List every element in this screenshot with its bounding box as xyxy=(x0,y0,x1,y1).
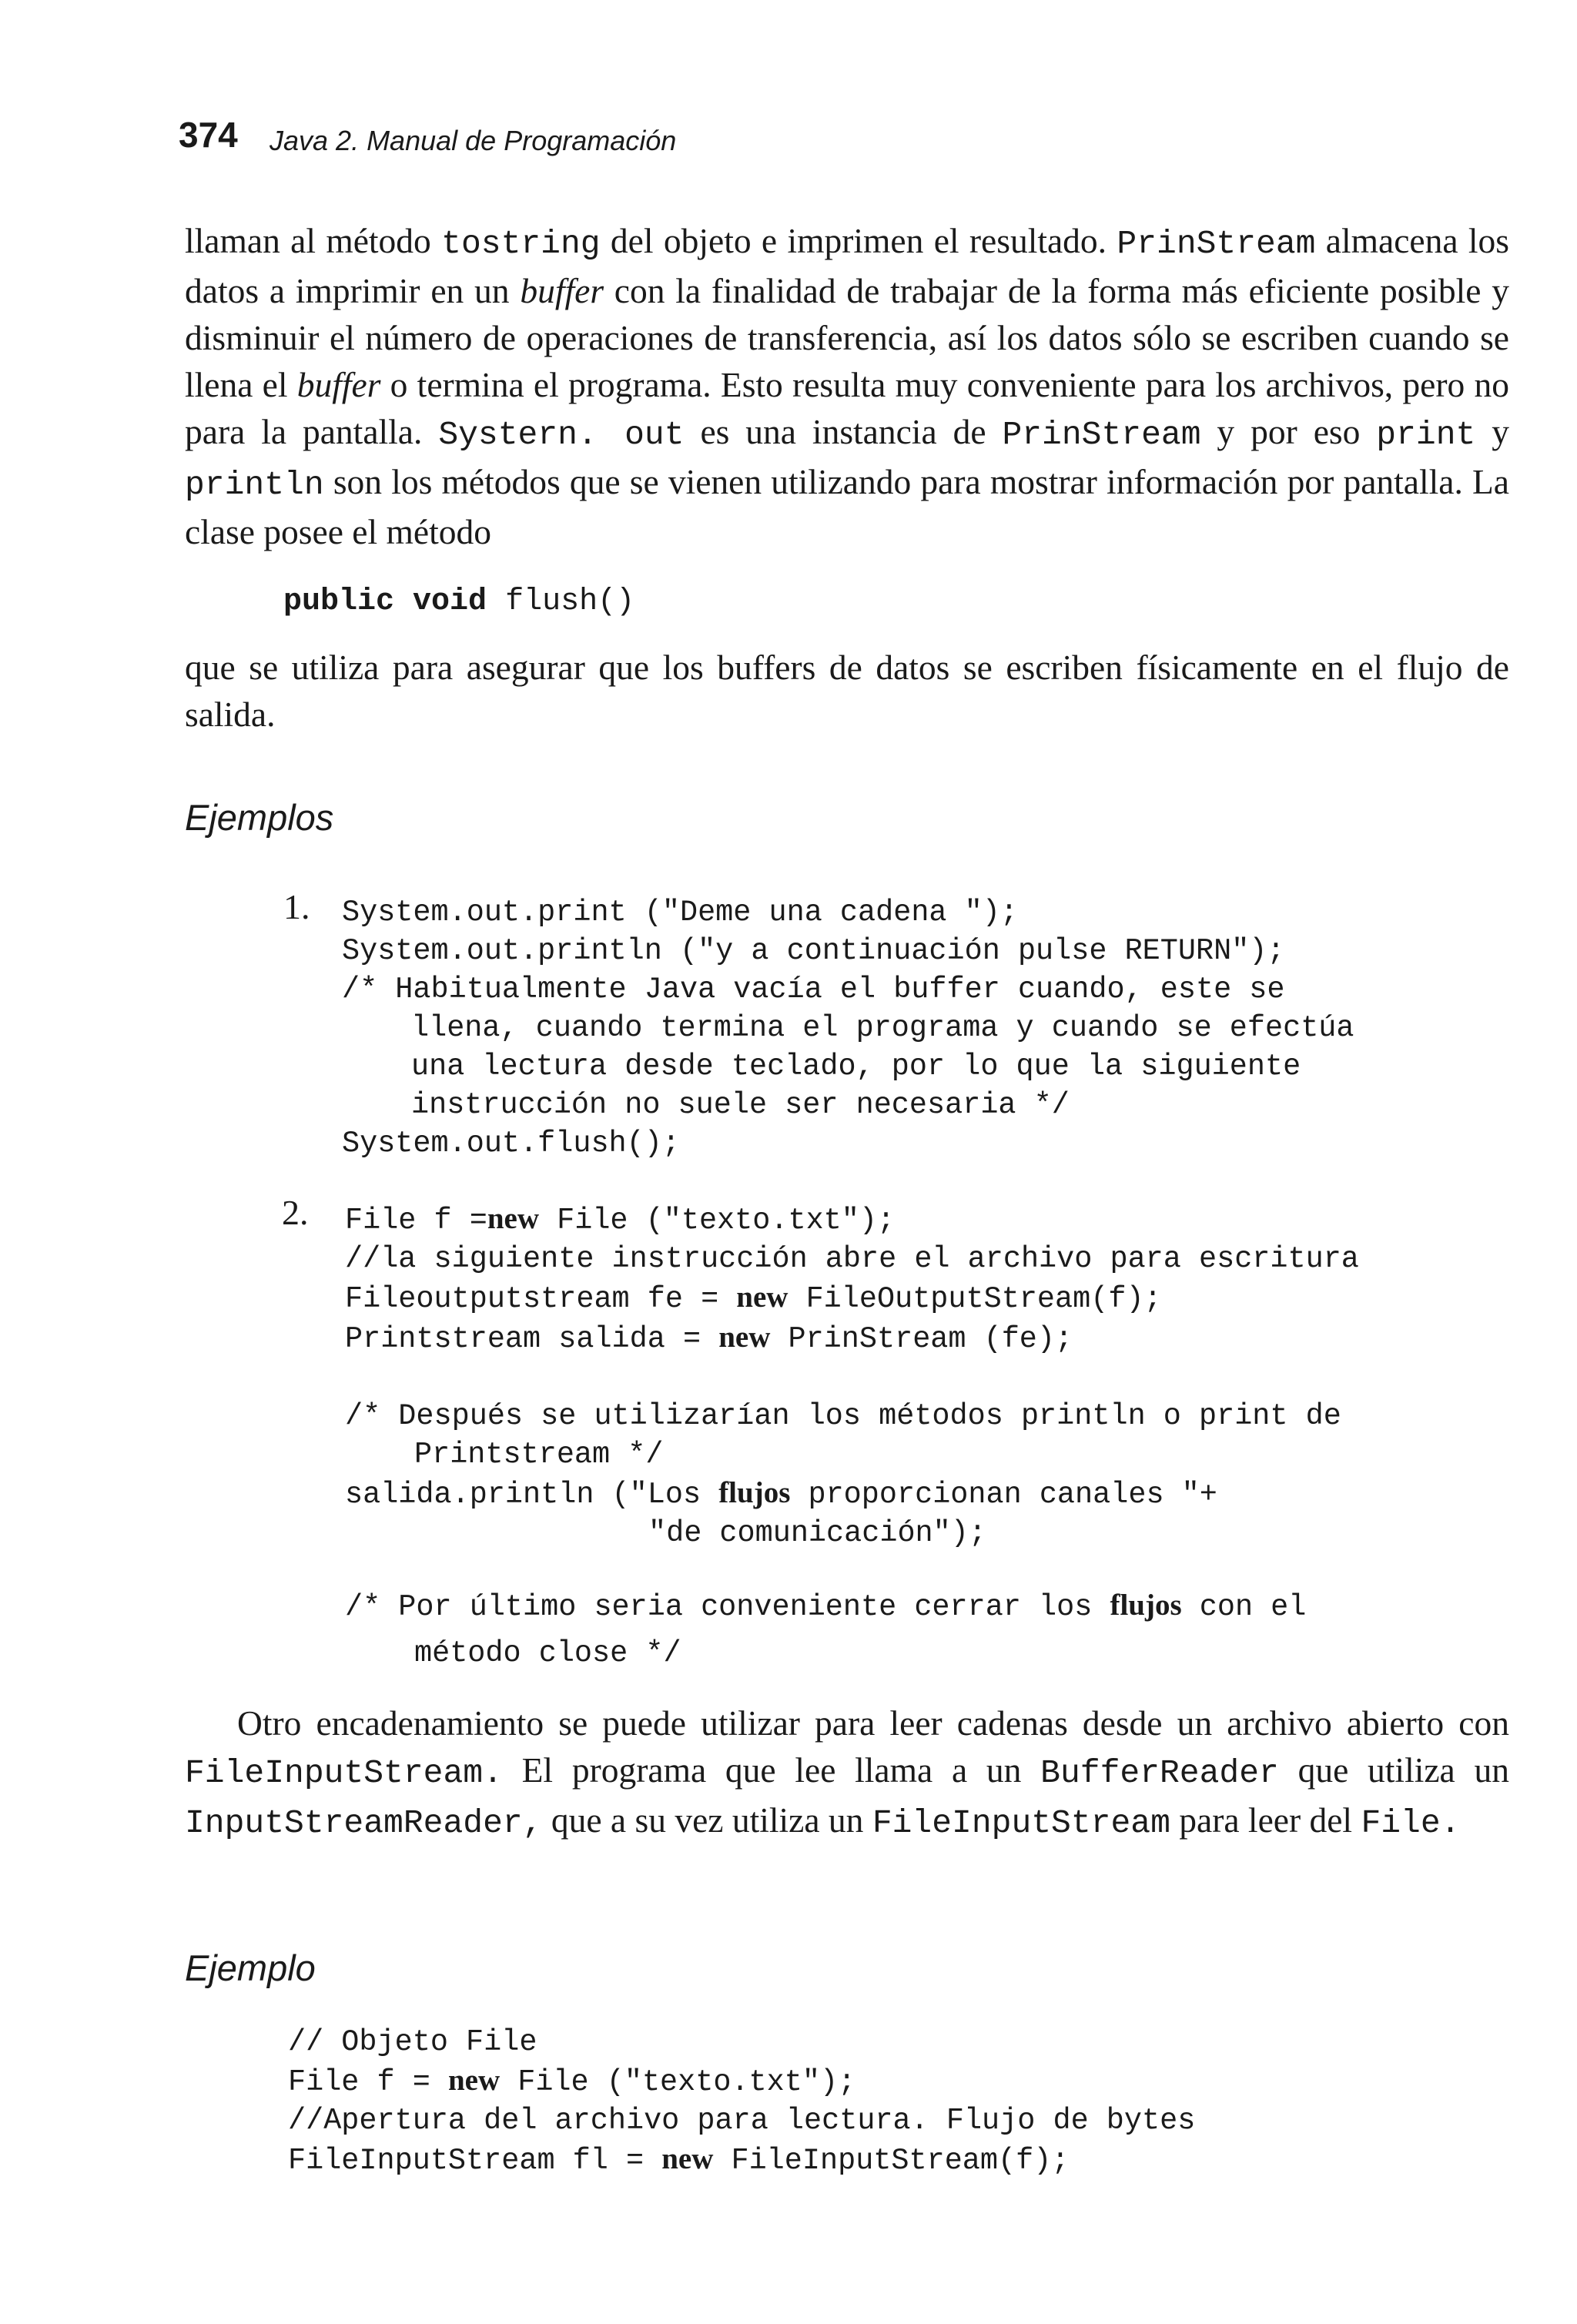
code-line: método close */ xyxy=(414,1636,681,1670)
inline-code: BufferReader xyxy=(1040,1754,1279,1792)
inline-code: println xyxy=(185,466,324,504)
section-heading-example: Ejemplo xyxy=(185,1947,316,1988)
code-line: System.out.flush(); xyxy=(342,1127,680,1160)
code-line: //la siguiente instrucción abre el archivo para escritura xyxy=(345,1242,1359,1276)
inline-code: InputStreamReader, xyxy=(185,1804,543,1842)
code-example-3 xyxy=(288,2023,1195,2180)
code-example-1 xyxy=(342,893,1354,1163)
code-line: File f =new File ("texto.txt"); xyxy=(345,1202,896,1237)
code-line: /* Después se utilizarían los métodos println o print de xyxy=(345,1399,1341,1433)
example-number-1: 1. xyxy=(283,887,310,926)
paragraph-chaining: Otro encadenamiento se puede utilizar para leer cadenas desde un archivo abierto con FileInputStream. El programa que lee llama a un BufferReader que utiliza un InputStreamReader, que a su vez utiliza un FileInputStream para leer del File. xyxy=(185,1703,1509,1842)
inline-code: Systern. out xyxy=(438,416,685,454)
code-line: /* Por último seria conveniente cerrar los flujos con el xyxy=(345,1589,1307,1624)
code-line: /* Habitualmente Java vacía el buffer cuando, este se xyxy=(342,973,1285,1006)
inline-code: File. xyxy=(1361,1804,1461,1842)
code-line: //Apertura del archivo para lectura. Flujo de bytes xyxy=(288,2104,1196,2138)
code-line: // Objeto File xyxy=(288,2025,537,2059)
code-line: System.out.println ("y a continuación pulse RETURN"); xyxy=(342,934,1285,968)
code-example-2 xyxy=(345,1200,1359,1673)
paragraph-printstream: llaman al método tostring del objeto e imprimen el resultado. PrinStream almacena los datos a imprimir en un buffer con la finalidad de trabajar de la forma más eficiente posible y disminuir el número de operaciones de transferencia, así los datos sólo se escriben cuando se llena el buffer o termina el programa. Esto resulta muy conveniente para los archivos, pero no para la pantalla. Systern. out es una instancia de PrinStream y por eso print y println son los métodos que se vienen utilizando para mostrar información por pantalla. La clase posee el método xyxy=(185,221,1510,551)
inline-code: PrinStream xyxy=(1002,416,1201,454)
code-line: instrucción no suele ser necesaria */ xyxy=(411,1088,1070,1122)
inline-code: FileInputStream. xyxy=(185,1754,503,1792)
section-heading-examples: Ejemplos xyxy=(185,797,334,838)
code-line: Printstream */ xyxy=(414,1438,664,1472)
code-line: salida.println ("Los flujos proporcionan canales "+ xyxy=(345,1476,1217,1512)
running-title: Java 2. Manual de Programación xyxy=(270,125,677,156)
code-line: Printstream salida = new PrinStream (fe); xyxy=(345,1321,1073,1356)
inline-code: print xyxy=(1376,416,1476,454)
inline-code: PrinStream xyxy=(1117,225,1316,263)
code-line: FileInputStream fl = new FileInputStream(f); xyxy=(288,2142,1070,2178)
code-line: una lectura desde teclado, por lo que la siguiente xyxy=(411,1050,1301,1083)
code-line: "de comunicación"); xyxy=(648,1516,986,1550)
paragraph-flush: que se utiliza para asegurar que los buffers de datos se escriben físicamente en el flujo de salida. xyxy=(185,648,1509,734)
code-line: File f = new File ("texto.txt"); xyxy=(288,2064,856,2099)
method-signature: public void flush() xyxy=(283,584,635,619)
code-line: Fileoutputstream fe = new FileOutputStream(f); xyxy=(345,1281,1162,1316)
example-number-2: 2. xyxy=(282,1193,309,1232)
inline-code: FileInputStream xyxy=(872,1804,1170,1842)
inline-code: tostring xyxy=(441,225,601,263)
page-number: 374 xyxy=(179,115,238,155)
code-line: System.out.print ("Deme una cadena "); xyxy=(342,896,1018,929)
code-line: llena, cuando termina el programa y cuando se efectúa xyxy=(411,1011,1354,1045)
